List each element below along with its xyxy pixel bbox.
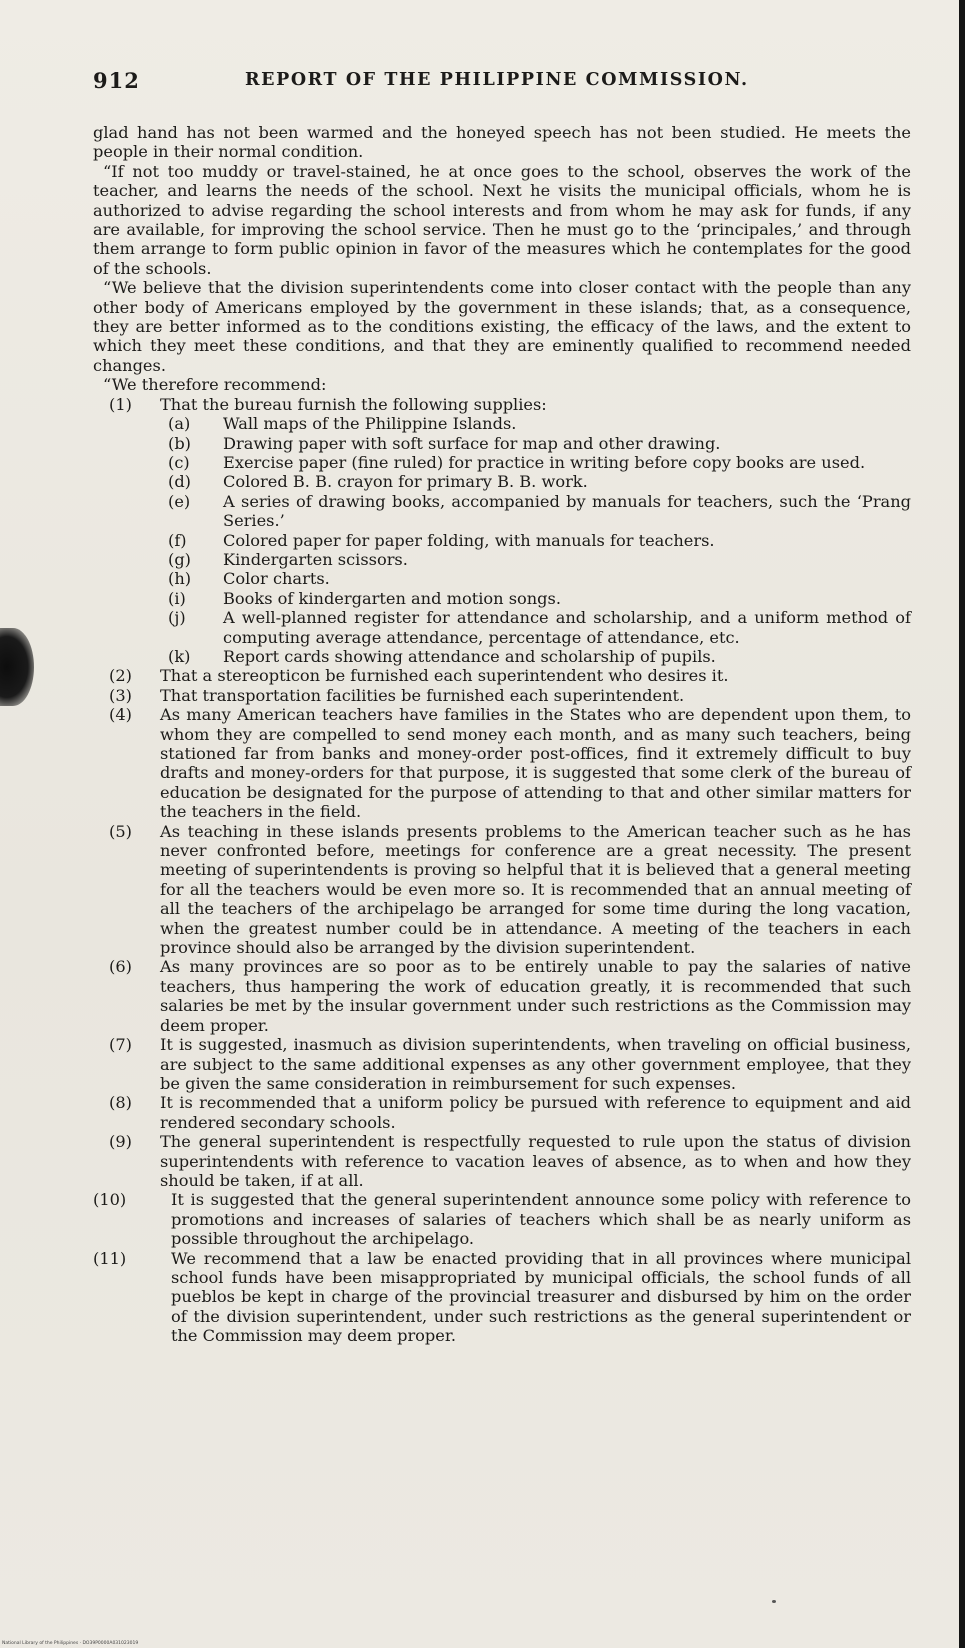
item-number: (7) <box>109 1035 132 1055</box>
item-number: (1) <box>109 394 132 414</box>
supply-letter: (b) <box>168 433 191 453</box>
item-text: We recommend that a law be enacted providing that in all provinces where municipal school funds have been misappropriated by municipal officials, the school funds of all pueblos be kept in charge of the provincial treasurer and disbursed by him on the order of the division superintendent, under such restrictions as the general superintendent or the Commission may deem proper. <box>171 1248 911 1346</box>
recommendation-item <box>93 686 911 705</box>
supply-text: Color charts. <box>223 569 330 589</box>
item-number: (3) <box>109 685 132 705</box>
recommendation-item <box>93 666 911 685</box>
item-number: (2) <box>109 666 132 686</box>
item-text: That a stereopticon be furnished each superintendent who desires it. <box>160 666 729 686</box>
item-text: As teaching in these islands presents problems to the American teacher such as he has never confronted before, meetings for conference are a great necessity. The present meeting of superintendents is proving so helpful that it is believed that a general meeting for all the teachers would be even more so. It is recommended that an annual meeting of all the teachers of the archipelago be arranged for some time during the long vacation, when the greatest number could be in attendance. A meeting of the teachers in each province should also be arranged by the division superintendent. <box>160 821 911 958</box>
supply-item <box>93 569 911 588</box>
supply-text: Exercise paper (fine ruled) for practice in writing before copy books are used. <box>223 452 866 472</box>
item-text: It is suggested that the general superintendent announce some policy with reference to promotions and increases of salaries of teachers which shall be as nearly uniform as possible throughout the archipelago. <box>171 1190 911 1249</box>
supply-item <box>93 492 911 531</box>
item-number: (4) <box>109 705 132 725</box>
supply-letter: (d) <box>168 472 191 492</box>
supply-item <box>93 589 911 608</box>
recommendation-item <box>93 1132 911 1190</box>
scan-edge-shadow <box>959 0 965 1648</box>
item-text: As many American teachers have families in the States who are dependent upon them, to whom they are compelled to send money each month, and as many such teachers, being stationed far from banks and money-order post-offices, find it extremely difficult to buy drafts and money-orders for that purpose, it is suggested that some clerk of the bureau of education be designated for the purpose of attending to that and other similar matters for the teachers in the field. <box>160 705 911 822</box>
item-number: (8) <box>109 1093 132 1113</box>
scan-footer-note: National Library of the Philippines · DO39P0000A031023019 <box>2 1641 139 1646</box>
item-number: (9) <box>109 1132 132 1152</box>
paragraph: “We therefore recommend: <box>103 375 327 395</box>
supply-letter: (f) <box>168 530 187 550</box>
supply-text: Kindergarten scissors. <box>223 549 408 569</box>
recommendation-item <box>93 395 911 414</box>
supply-item <box>93 453 911 472</box>
supply-text: Report cards showing attendance and scholarship of pupils. <box>223 646 716 666</box>
recommendation-item <box>93 822 911 958</box>
supply-item <box>93 608 911 647</box>
item-text: The general superintendent is respectfully requested to rule upon the status of division superintendents with reference to vacation leaves of absence, as to when and how they should be taken, if at all. <box>160 1132 911 1190</box>
scan-ink-blot <box>0 628 34 706</box>
item-text: It is recommended that a uniform policy be pursued with reference to equipment and aid rendered secondary schools. <box>160 1093 911 1132</box>
supply-text: Colored B. B. crayon for primary B. B. work. <box>223 472 588 492</box>
paragraph: “If not too muddy or travel-stained, he at once goes to the school, observes the work of the teacher, and learns the needs of the school. Next he visits the municipal officials, whom he is authorized to advise regarding the school interests and from whom he may ask for funds, if any are available, for improving the school service. Then he must go to the ‘principales,’ and through them arrange to form public opinion in favor of the measures which he contemplates for the good of the schools. <box>93 161 911 278</box>
supply-letter: (i) <box>168 588 186 608</box>
supply-item <box>93 531 911 550</box>
supplies-list <box>93 414 911 666</box>
supply-text: Colored paper for paper folding, with manuals for teachers. <box>223 530 715 550</box>
supply-text: A series of drawing books, accompanied by manuals for teachers, such the ‘Prang Series.’ <box>223 491 911 531</box>
supply-letter: (k) <box>168 646 191 666</box>
supply-text: Wall maps of the Philippine Islands. <box>223 414 517 434</box>
page-header <box>93 68 903 94</box>
recommendation-item <box>93 1190 911 1248</box>
paragraph: “We believe that the division superintendents come into closer contact with the people than any other body of Americans employed by the government in these islands; that, as a consequence, they are better informed as to the conditions existing, the efficacy of the laws, and the extent to which they meet these conditions, and that they are eminently qualified to recommend needed changes. <box>93 278 911 375</box>
paragraph: glad hand has not been warmed and the honeyed speech has not been studied. He meets the people in their normal condition. <box>93 123 911 162</box>
recommendation-item <box>93 1093 911 1132</box>
item-text: That transportation facilities be furnished each superintendent. <box>160 685 685 705</box>
supply-letter: (a) <box>168 414 191 434</box>
item-number: (11) <box>93 1248 127 1268</box>
item-text: That the bureau furnish the following supplies: <box>160 394 547 414</box>
scan-speck <box>772 1600 776 1603</box>
recommendation-item <box>93 1035 911 1093</box>
page-body <box>93 123 911 1346</box>
supply-item <box>93 472 911 491</box>
supply-item <box>93 434 911 453</box>
supply-letter: (e) <box>168 491 191 511</box>
supply-letter: (c) <box>168 452 190 472</box>
recommendation-item <box>93 705 911 821</box>
supply-text: A well-planned register for attendance and scholarship, and a uniform method of computing average attendance, percentage of attendance, etc. <box>223 608 911 647</box>
supply-letter: (j) <box>168 608 186 628</box>
supply-item <box>93 550 911 569</box>
item-number: (5) <box>109 821 132 841</box>
item-text: It is suggested, inasmuch as division superintendents, when traveling on official business, are subject to the same additional expenses as any other government employee, that they be given the same consideration in reimbursement for such expenses. <box>160 1035 911 1093</box>
supply-item <box>93 647 911 666</box>
running-head: REPORT OF THE PHILIPPINE COMMISSION. <box>245 70 749 90</box>
supply-item <box>93 414 911 433</box>
item-number: (10) <box>93 1190 127 1210</box>
supply-text: Drawing paper with soft surface for map and other drawing. <box>223 433 721 453</box>
item-text: As many provinces are so poor as to be entirely unable to pay the salaries of native teachers, thus hampering the work of education greatly, it is recommended that such salaries be met by the insular government under such restrictions as the Commission may deem proper. <box>160 957 911 1035</box>
recommendations-list <box>93 666 911 1345</box>
supply-letter: (h) <box>168 569 192 589</box>
supply-text: Books of kindergarten and motion songs. <box>223 588 562 608</box>
item-number: (6) <box>109 957 132 977</box>
supply-letter: (g) <box>168 549 191 569</box>
recommendation-item <box>93 1249 911 1346</box>
recommendation-item <box>93 957 911 1035</box>
page-number: 912 <box>93 68 140 93</box>
